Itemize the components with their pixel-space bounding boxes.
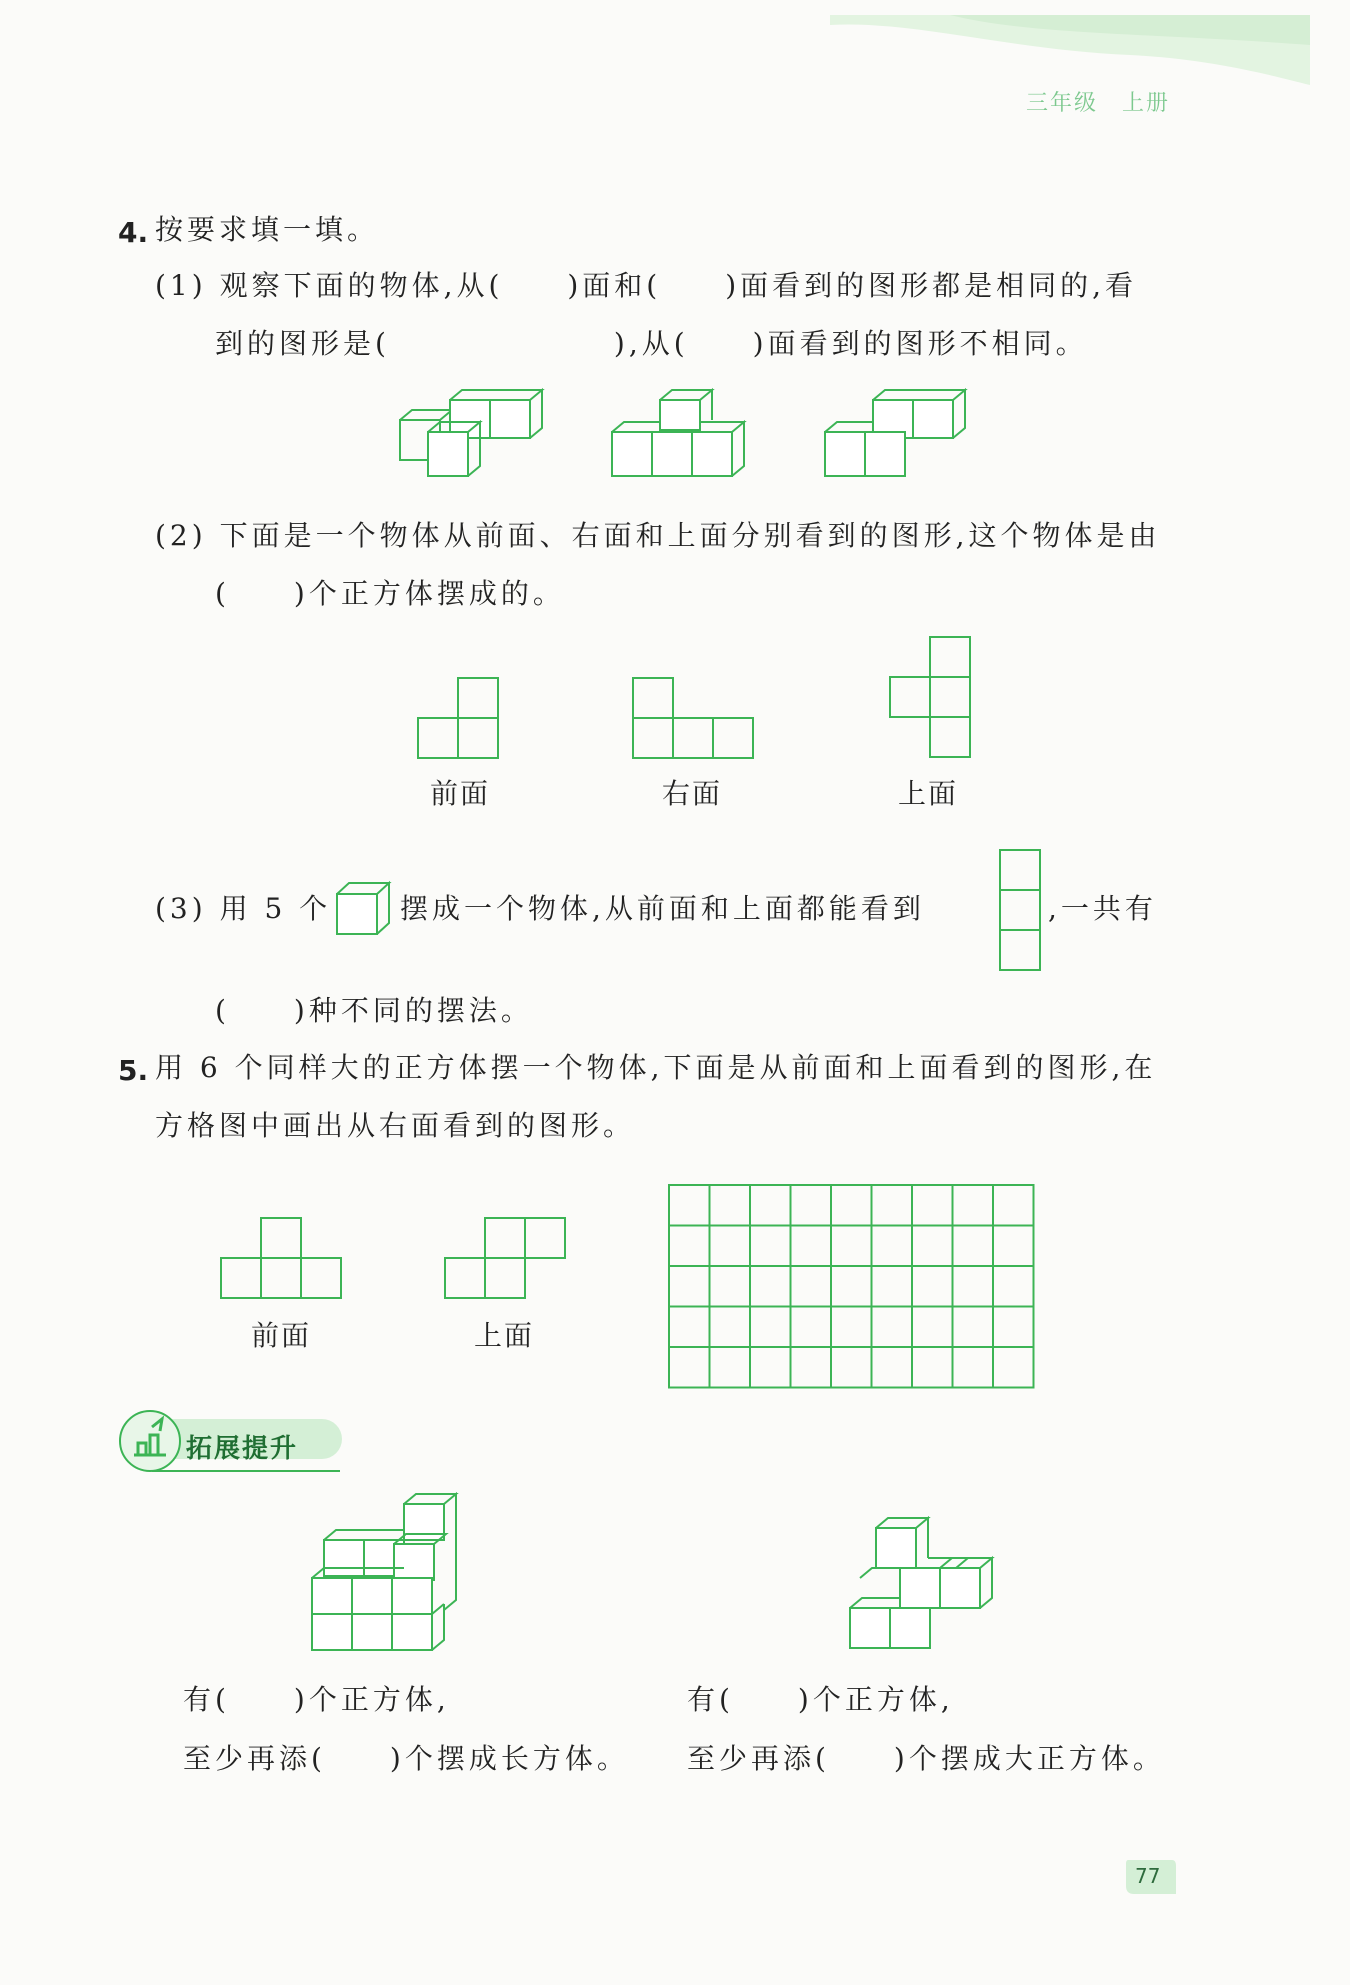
grid-cell[interactable] — [710, 1347, 751, 1388]
grid-cell[interactable] — [953, 1226, 994, 1267]
q4-part3-line2: ( )种不同的摆法。 — [215, 994, 533, 1027]
label-front: 前面 — [430, 777, 491, 810]
grid-cell[interactable] — [750, 1266, 791, 1307]
grid-cell[interactable] — [872, 1347, 913, 1388]
label-top: 上面 — [898, 777, 959, 810]
grid-cell[interactable] — [953, 1347, 994, 1388]
q5-label-front: 前面 — [251, 1319, 312, 1352]
grid-cell[interactable] — [791, 1226, 832, 1267]
right-view-grid — [632, 677, 756, 761]
front-view-grid — [417, 677, 501, 761]
q5-label-top: 上面 — [474, 1319, 535, 1352]
grid-cell[interactable] — [710, 1266, 751, 1307]
q5-line1: 用 6 个同样大的正方体摆一个物体,下面是从前面和上面看到的图形,在 — [155, 1051, 1157, 1084]
q4-part1-line2: 到的图形是( ),从( )面看到的图形不相同。 — [215, 327, 1088, 360]
extension-banner-title: 拓展提升 — [186, 1434, 299, 1464]
grid-cell[interactable] — [669, 1185, 710, 1226]
grid-cell[interactable] — [669, 1307, 710, 1348]
q4-part1-line1: (1) 观察下面的物体,从( )面和( )面看到的图形都是相同的,看 — [155, 269, 1138, 302]
grid-cell[interactable] — [710, 1307, 751, 1348]
extension-left-line1: 有( )个正方体, — [183, 1683, 450, 1716]
grid-cell[interactable] — [750, 1307, 791, 1348]
grid-cell[interactable] — [912, 1347, 953, 1388]
grid-cell[interactable] — [953, 1266, 994, 1307]
cube-object-3 — [825, 400, 995, 480]
cube-object-1 — [400, 400, 550, 480]
label-right: 右面 — [662, 777, 723, 810]
grid-cell[interactable] — [912, 1266, 953, 1307]
grid-cell[interactable] — [791, 1347, 832, 1388]
grid-cell[interactable] — [791, 1307, 832, 1348]
grid-cell[interactable] — [831, 1226, 872, 1267]
page-number: 77 — [1135, 1864, 1161, 1888]
grid-cell[interactable] — [993, 1226, 1034, 1267]
grid-cell[interactable] — [750, 1185, 791, 1226]
grid-cell[interactable] — [872, 1266, 913, 1307]
header-decoration — [830, 15, 1310, 95]
q5-line2: 方格图中画出从右面看到的图形。 — [155, 1109, 636, 1142]
grid-cell[interactable] — [750, 1226, 791, 1267]
q4-part3-text-c: ,一共有 — [1048, 892, 1157, 925]
grid-cell[interactable] — [993, 1347, 1034, 1388]
grid-cell[interactable] — [912, 1226, 953, 1267]
grid-cell[interactable] — [953, 1185, 994, 1226]
grid-cell[interactable] — [669, 1226, 710, 1267]
grid-cell[interactable] — [953, 1307, 994, 1348]
grid-cell[interactable] — [993, 1185, 1034, 1226]
q4-part2-line2: ( )个正方体摆成的。 — [215, 577, 565, 610]
answer-drawing-grid[interactable] — [668, 1184, 1038, 1390]
cube-icon — [336, 882, 392, 938]
grid-cell[interactable] — [831, 1347, 872, 1388]
grid-cell[interactable] — [872, 1185, 913, 1226]
question-5-number: 5. — [118, 1054, 149, 1087]
grid-cell[interactable] — [872, 1226, 913, 1267]
question-4-title: 按要求填一填。 — [155, 213, 380, 246]
question-4-number: 4. — [118, 216, 149, 249]
q4-part2-line1: (2) 下面是一个物体从前面、右面和上面分别看到的图形,这个物体是由 — [155, 519, 1161, 552]
grade-header: 三年级 上册 — [1026, 91, 1171, 116]
grid-cell[interactable] — [791, 1266, 832, 1307]
grid-cell[interactable] — [750, 1347, 791, 1388]
grid-cell[interactable] — [710, 1226, 751, 1267]
q4-part3-text-a: (3) 用 5 个 — [155, 892, 332, 925]
q5-top-view-grid — [444, 1217, 568, 1301]
pyramid-cube-stack — [848, 1526, 1008, 1650]
grid-cell[interactable] — [912, 1185, 953, 1226]
grid-cell[interactable] — [669, 1266, 710, 1307]
grid-cell[interactable] — [831, 1266, 872, 1307]
extension-right-line2: 至少再添( )个摆成大正方体。 — [687, 1742, 1165, 1775]
grid-cell[interactable] — [831, 1185, 872, 1226]
cube-object-2 — [612, 400, 762, 480]
grid-cell[interactable] — [710, 1185, 751, 1226]
top-view-grid — [889, 636, 973, 760]
vertical-three-square-icon — [999, 849, 1043, 973]
grid-cell[interactable] — [912, 1307, 953, 1348]
extension-right-line1: 有( )个正方体, — [687, 1683, 954, 1716]
grid-cell[interactable] — [791, 1185, 832, 1226]
grid-cell[interactable] — [872, 1307, 913, 1348]
grid-cell[interactable] — [669, 1347, 710, 1388]
grid-cell[interactable] — [993, 1266, 1034, 1307]
q5-front-view-grid — [220, 1217, 344, 1301]
q4-part3-text-b: 摆成一个物体,从前面和上面都能看到 — [400, 892, 925, 925]
grid-cell[interactable] — [831, 1307, 872, 1348]
staircase-cube-stack — [310, 1500, 470, 1650]
grid-cell[interactable] — [993, 1307, 1034, 1348]
extension-left-line2: 至少再添( )个摆成长方体。 — [183, 1742, 629, 1775]
